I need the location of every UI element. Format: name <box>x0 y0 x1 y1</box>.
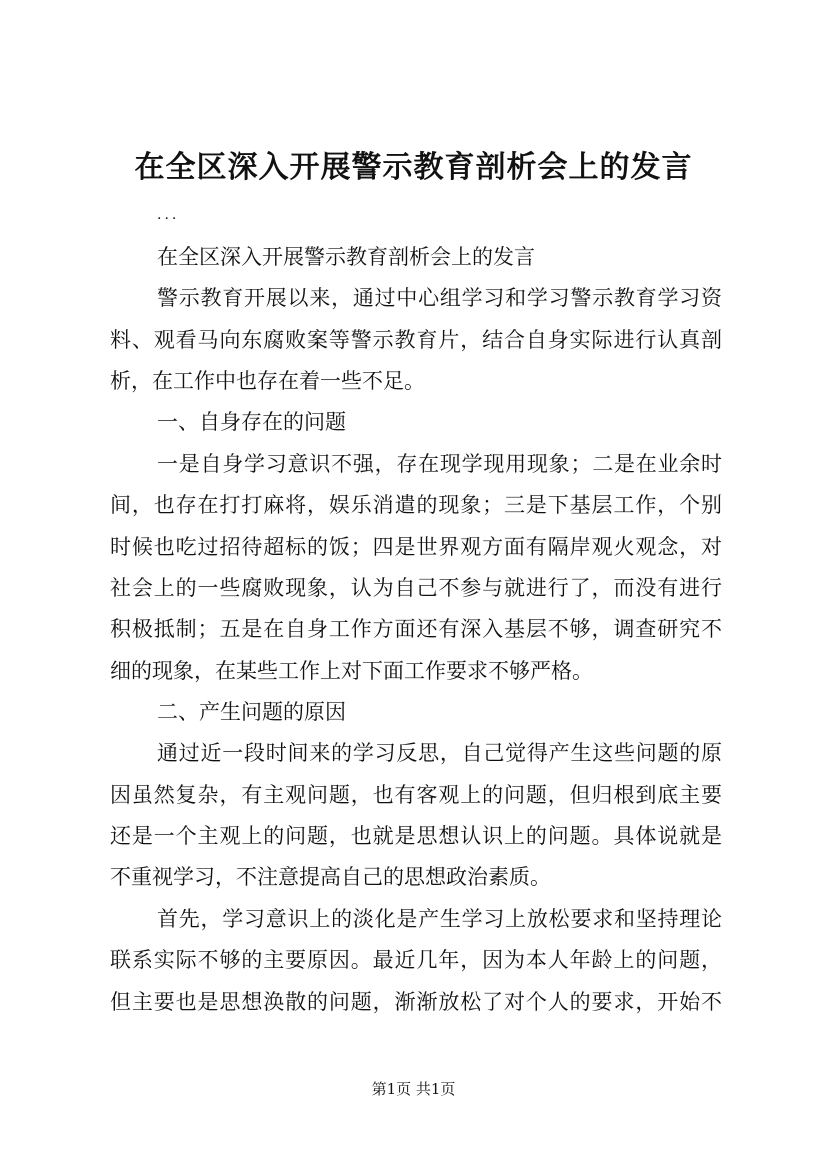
body-text-line: 通过近一段时间来的学习反思，自己觉得产生这些问题的原 <box>157 741 722 765</box>
body-text-line: 联系实际不够的主要原因。最近几年，因为本人年龄上的问题， <box>110 948 722 972</box>
body-text-line: 一是自身学习意识不强，存在现学现用现象；二是在业余时 <box>157 452 722 476</box>
body-text-line: 还是一个主观上的问题，也就是思想认识上的问题。具体说就是 <box>110 824 722 848</box>
body-text-line: 析，在工作中也存在着一些不足。 <box>110 369 425 393</box>
page-footer: 第1页 共1页 <box>371 1080 456 1098</box>
document-title: 在全区深入开展警示教育剖析会上的发言 <box>134 150 693 185</box>
body-text-line: 社会上的一些腐败现象，认为自己不参与就进行了，而没有进行 <box>110 576 722 600</box>
body-text-line: 积极抵制；五是在自身工作方面还有深入基层不够，调查研究不 <box>110 617 722 641</box>
body-text-line: 料、观看马向东腐败案等警示教育片，结合自身实际进行认真剖 <box>110 328 722 352</box>
body-text-line: 在全区深入开展警示教育剖析会上的发言 <box>157 245 535 269</box>
body-text-line: 因虽然复杂，有主观问题，也有客观上的问题，但归根到底主要 <box>110 783 722 807</box>
body-text-line: 警示教育开展以来，通过中心组学习和学习警示教育学习资 <box>157 286 722 310</box>
ellipsis-marker: ... <box>157 207 180 223</box>
body-text-line: 不重视学习，不注意提高自己的思想政治素质。 <box>110 865 551 889</box>
body-text-line: 时候也吃过招待超标的饭；四是世界观方面有隔岸观火观念，对 <box>110 535 722 559</box>
body-text-line: 一、自身存在的问题 <box>157 410 346 434</box>
body-text-line: 细的现象，在某些工作上对下面工作要求不够严格。 <box>110 659 593 683</box>
body-text-line: 但主要也是思想涣散的问题，渐渐放松了对个人的要求，开始不 <box>110 990 722 1014</box>
body-text-line: 首先，学习意识上的淡化是产生学习上放松要求和坚持理论 <box>157 907 722 931</box>
body-text-line: 间，也存在打打麻将，娱乐消遣的现象；三是下基层工作，个别 <box>110 493 722 517</box>
body-text-line: 二、产生问题的原因 <box>157 700 346 724</box>
